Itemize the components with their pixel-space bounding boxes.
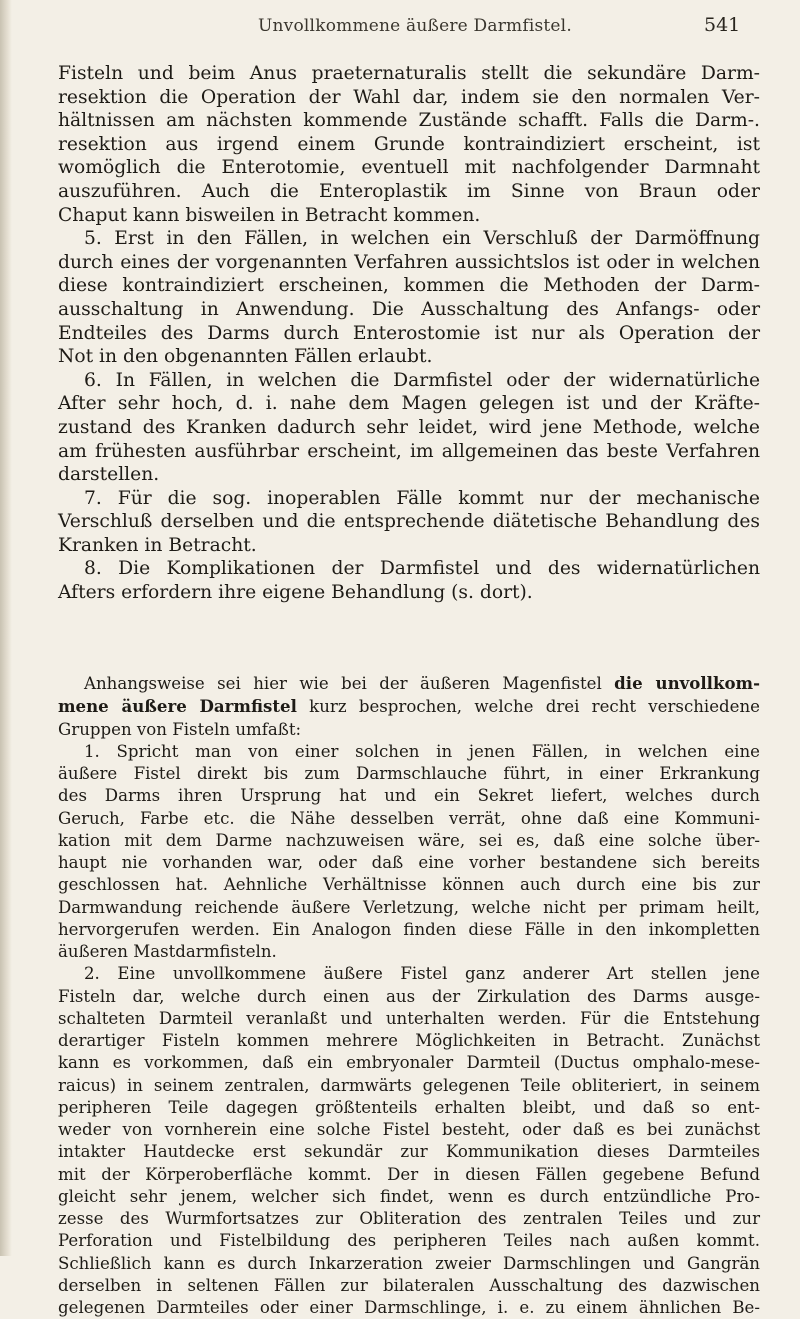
text-line: Verschluß derselben und die entsprechende diätetische Behandlung des [58, 511, 760, 533]
text-line: Endteiles des Darms durch Enterostomie ist nur als Operation der [58, 322, 760, 344]
text-line: resektion aus irgend einem Grunde kontraindiziert erscheint, ist [58, 133, 760, 155]
text-line: kation mit dem Darme nachzuweisen wäre, sei es, daß eine solche über- [58, 830, 760, 850]
text-line [58, 695, 760, 718]
text-line: durch eines der vorgenannten Verfahren aussichtslos ist oder in welchen [58, 251, 760, 273]
text-line: After sehr hoch, d. i. nahe dem Magen gelegen ist und der Kräfte- [58, 393, 760, 415]
text-line: 2. Eine unvollkommene äußere Fistel ganz anderer Art stellen jene [84, 964, 760, 984]
text-line: 1. Spricht man von einer solchen in jenen Fällen, in welchen eine [84, 741, 760, 761]
text-line: geschlossen hat. Aehnliche Verhältnisse können auch durch eine bis zur [58, 875, 760, 895]
text-line: Afters erfordern ihre eigene Behandlung (s. dort). [58, 582, 533, 604]
text-run: kurz besprochen, welche drei recht verschiedene [296, 697, 760, 717]
page-header [0, 14, 800, 40]
text-line: gelegenen Darmteiles oder einer Darmschlinge, i. e. zu einem ähnlichen Be- [58, 1298, 760, 1317]
text-line: hervorgerufen werden. Ein Analogon finden diese Fälle in den inkompletten [58, 919, 760, 939]
text-line: schalteten Darmteil veranlaßt und unterhalten werden. Für die Entstehung [58, 1008, 760, 1028]
body-text-section-2 [58, 672, 760, 1319]
text-line: kann es vorkommen, daß ein embryonaler Darmteil (Ductus omphalo-mese- [58, 1053, 760, 1073]
text-line: zesse des Wurmfortsatzes zur Obliteration des zentralen Teiles und zur [58, 1209, 760, 1228]
text-line: 7. Für die sog. inoperablen Fälle kommt nur der mechanische [84, 487, 760, 509]
text-line: womöglich die Enterotomie, eventuell mit nachfolgender Darmnaht [58, 157, 760, 179]
text-line: äußeren Mastdarmfisteln. [58, 942, 277, 961]
text-line: Fisteln dar, welche durch einen aus der Zirkulation des Darms ausge- [58, 986, 760, 1006]
text-line: Schließlich kann es durch Inkarzeration zweier Darmschlingen und Gangrän [58, 1253, 760, 1273]
text-line: auszuführen. Auch die Enteroplastik im Sinne von Braun oder [58, 180, 760, 202]
text-line: Gruppen von Fisteln umfaßt: [58, 719, 302, 739]
text-line: 5. Erst in den Fällen, in welchen ein Verschluß der Darmöffnung [84, 228, 760, 250]
text-line: ausschaltung in Anwendung. Die Ausschaltung des Anfangs- oder [58, 298, 760, 320]
text-line: Kranken in Betracht. [58, 534, 257, 556]
body-text-section-1 [58, 62, 760, 605]
text-line: Chaput kann bisweilen in Betracht kommen. [58, 204, 481, 226]
page-number: 541 [704, 14, 741, 36]
text-line: Not in den obgenannten Fällen erlaubt. [58, 346, 433, 368]
running-head: Unvollkommene äußere Darmfistel. [258, 16, 572, 36]
text-line: raicus) in seinem zentralen, darmwärts gelegenen Teile obliteriert, in seinem [58, 1075, 760, 1095]
text-line: resektion die Operation der Wahl dar, indem sie den normalen Ver- [58, 86, 760, 108]
text-run: Anhangsweise sei hier wie bei der äußeren Magenfistel [84, 674, 615, 693]
text-line: diese kontraindiziert erscheinen, kommen die Methoden der Darm- [58, 275, 760, 297]
text-line: Perforation und Fistelbildung des peripheren Teiles nach außen kommt. [58, 1231, 760, 1251]
text-line: derselben in seltenen Fällen zur bilateralen Ausschaltung des dazwischen [58, 1275, 760, 1295]
bold-term: die unvollkom- [614, 673, 760, 693]
text-line: intakter Hautdecke erst sekundär zur Kommunikation dieses Darmteiles [58, 1142, 760, 1162]
text-line: haupt nie vorhanden war, oder daß eine vorher bestandene sich bereits [58, 853, 760, 872]
text-line: mit der Körperoberfläche kommt. Der in diesen Fällen gegebene Befund [58, 1164, 760, 1184]
text-line: peripheren Teile dagegen größtenteils erhalten bleibt, und daß so ent- [58, 1097, 760, 1117]
text-line: Geruch, Farbe etc. die Nähe desselben verrät, ohne daß eine Kommuni- [58, 808, 760, 828]
text-line: Darmwandung reichende äußere Verletzung, welche nicht per primam heilt, [58, 897, 760, 917]
text-line: äußere Fistel direkt bis zum Darmschlauche führt, in einer Erkrankung [58, 764, 760, 783]
text-line: am frühesten ausführbar erscheint, im allgemeinen das beste Verfahren [58, 440, 760, 462]
text-line: gleicht sehr jenem, welcher sich findet, wenn es durch entzündliche Pro- [58, 1186, 760, 1206]
text-line: zustand des Kranken dadurch sehr leidet, wird jene Methode, welche [58, 416, 760, 438]
text-line: 8. Die Komplikationen der Darmfistel und des widernatürlichen [84, 558, 760, 580]
text-line: Fisteln und beim Anus praeternaturalis stellt die sekundäre Darm- [58, 63, 760, 84]
page-binding-edge [0, 0, 12, 1256]
text-line: derartiger Fisteln kommen mehrere Möglichkeiten in Betracht. Zunächst [58, 1031, 760, 1050]
text-line: hältnissen am nächsten kommende Zustände schafft. Falls die Darm-. [58, 110, 760, 132]
bold-term: mene äußere Darmfistel [58, 696, 297, 717]
text-line: darstellen. [58, 464, 160, 486]
text-line: 6. In Fällen, in welchen die Darmfistel oder der widernatürliche [84, 369, 760, 391]
text-line: weder von vornherein eine solche Fistel besteht, oder daß es bei zunächst [58, 1120, 760, 1139]
text-line: des Darms ihren Ursprung hat und ein Sekret liefert, welches durch [58, 786, 760, 806]
text-line [58, 672, 760, 695]
